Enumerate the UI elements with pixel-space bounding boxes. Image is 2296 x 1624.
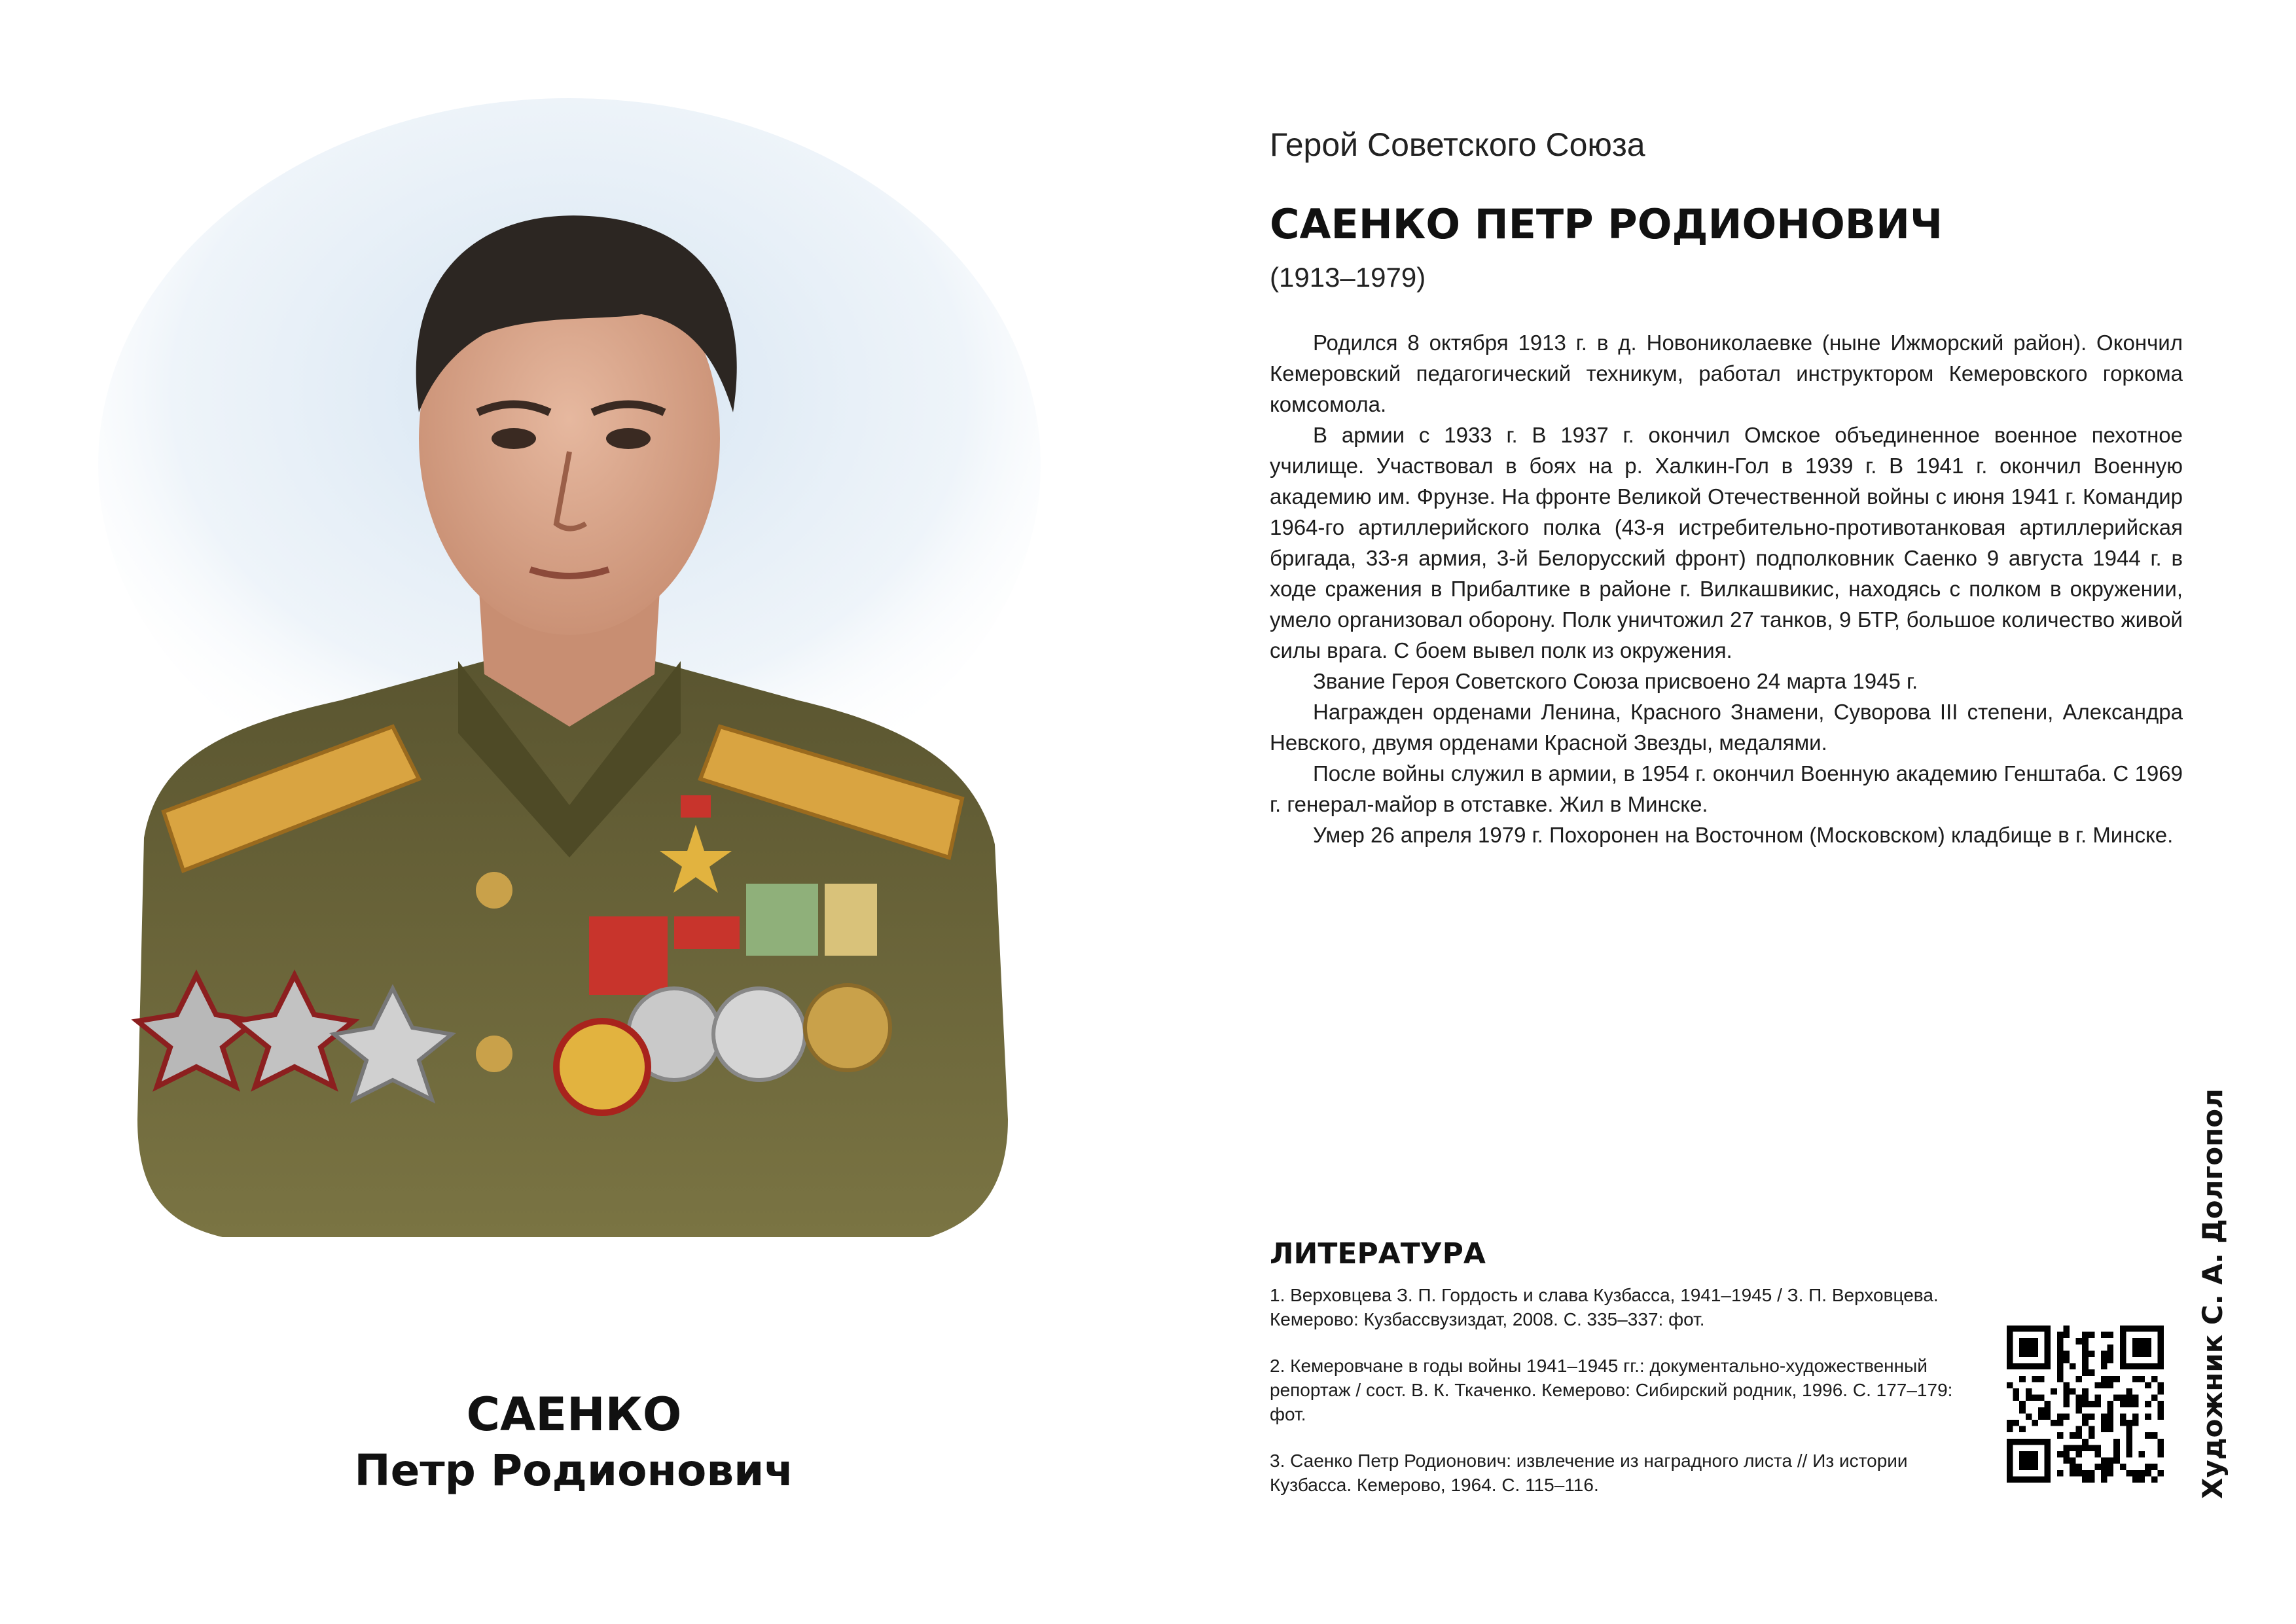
order-ribbon (746, 884, 818, 956)
medal (713, 988, 805, 1080)
literature-item: 3. Саенко Петр Родионович: извлечение из наградного листа // Из истории Кузбасса. Кемерово, 1964. С. 115–116. (1270, 1451, 1908, 1495)
hero-name-heading: САЕНКО ПЕТР РОДИОНОВИЧ (1270, 200, 1943, 248)
biography-paragraph: Родился 8 октября 1913 г. в д. Новониколаевке (ныне Ижморский район). Окончил Кемеровский педагогический техникум, работал инструктором Кемеровского горкома комсомола. (1270, 331, 2183, 416)
order-ribbon (674, 916, 740, 949)
portrait-illustration (26, 72, 1100, 1381)
medal (805, 985, 890, 1070)
literature-item: 1. Верховцева З. П. Гордость и слава Кузбасса, 1941–1945 / З. П. Верховцева. Кемерово: Кузбассвузиздат, 2008. С. 335–337: фот. (1270, 1285, 1939, 1329)
caption-given-names: Петр Родионович (354, 1445, 794, 1496)
biography-text (1270, 327, 2183, 850)
qr-code-icon[interactable] (2007, 1326, 2164, 1483)
literature-list (1270, 1283, 1977, 1519)
order-ribbon (825, 884, 877, 956)
biography-paragraph: Награжден орденами Ленина, Красного Знамени, Суворова III степени, Александра Невского, двумя орденами Красной Звезды, медалями. (1270, 700, 2183, 755)
uniform-button (476, 1036, 512, 1072)
artist-credit: Художник С. А. Долгопол (2197, 1089, 2229, 1499)
uniform-button (476, 872, 512, 909)
page-subtitle: Герой Советского Союза (1270, 126, 1645, 163)
biography-paragraph: Звание Героя Советского Союза присвоено 24 марта 1945 г. (1313, 669, 1918, 693)
literature-heading: ЛИТЕРАТУРА (1270, 1237, 1486, 1271)
order-of-lenin (556, 1021, 648, 1113)
order-ribbon (589, 916, 668, 995)
literature-item: 2. Кемеровчане в годы войны 1941–1945 гг.: документально-художественный репортаж / сост. В. К. Ткаченко. Кемерово: Сибирский родник, 1996. С. 177–179: фот. (1270, 1356, 1953, 1424)
left-eye (492, 428, 536, 449)
life-years: (1913–1979) (1270, 262, 1426, 293)
uniform-body (137, 661, 1008, 1237)
biography-paragraph: После войны служил в армии, в 1954 г. окончил Военную академию Генштаба. С 1969 г. генерал-майор в отставке. Жил в Минске. (1270, 761, 2183, 816)
hero-star-ribbon (681, 795, 711, 818)
caption-surname: САЕНКО (466, 1388, 682, 1441)
biography-paragraph: В армии с 1933 г. В 1937 г. окончил Омское объединенное военное пехотное училище. Участвовал в боях на р. Халкин-Гол в 1939 г. В 1941 г. окончил Военную академию им. Фрунзе. На фронте Великой Отечественной войны с июня 1941 г. Командир 1964-го артиллерийского полка (43-я истребительно-противотанковая артиллерийская бригада, 33-я армия, 3-й Белорусский фронт) подполковник Саенко 9 августа 1944 г. в ходе сражения в Прибалтике в районе г. Вилкашвикис, находясь с полком в окружении, умело организовал оборону. Полк уничтожил 27 танков, 9 БТР, большое количество живой силы врага. С боем вывел полк из окружения. (1270, 423, 2183, 662)
biography-paragraph: Умер 26 апреля 1979 г. Похоронен на Восточном (Московском) кладбище в г. Минске. (1313, 823, 2174, 847)
right-eye (606, 428, 651, 449)
